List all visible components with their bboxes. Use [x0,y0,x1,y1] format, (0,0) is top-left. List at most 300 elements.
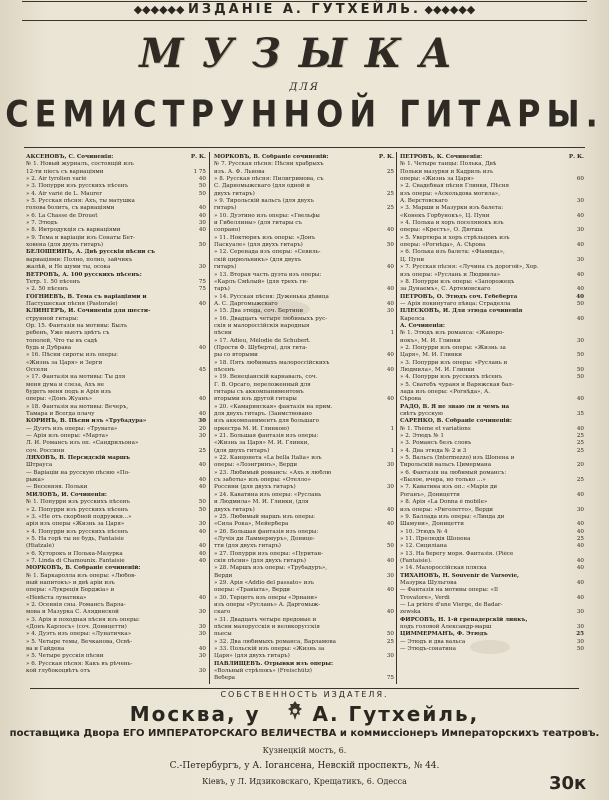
entry-text: » 2. Попурри изъ оперы: «Жизнь за [400,344,506,351]
entry-price [370,551,394,558]
catalog-line [26,345,206,352]
entry-text: ПАВЛИЩЕВЪ. Отрывки изъ оперы: [214,660,334,667]
entry-price [182,316,206,323]
catalog-line [214,470,394,477]
publisher-name: ИЗДАНІЕ А. ГУТХЕЙЛЬ. [187,2,421,17]
city-left: Москва, у [129,702,261,726]
catalog-line [26,235,206,242]
entry-price [182,382,206,389]
catalog-line [214,426,394,433]
entry-text: Пастушеская пѣсня (Pastorale) [26,300,118,307]
catalog-line [400,587,584,594]
entry-text: » 13. Вторая часть дуэта изъ оперы: [214,271,322,278]
catalog-line [400,286,584,293]
entry-text: свѣтъ русскую [400,411,443,418]
entry-text: арія изъ оперы «Жизнь за Царя» [26,521,125,528]
footer-rule [30,688,579,689]
entry-price [370,536,394,543]
entry-text: ховена (для двухъ гитаръ) [26,242,104,249]
catalog-line [26,411,206,418]
entry-price: 50 [576,300,584,307]
catalog-line [214,198,394,205]
entry-price: 25 [386,190,394,197]
title-main: МУЗЫКА [139,30,470,77]
entry-price: 75 [198,286,206,293]
catalog-line [26,448,206,455]
catalog-line [400,529,584,536]
entry-text: оперы: «Лоэнгринъ», Верди [214,462,298,469]
catalog-line [400,477,584,484]
entry-price: 50 [386,631,394,638]
entry-price [370,294,394,301]
entry-price [182,294,206,301]
catalog-line [400,301,584,308]
entry-text: » 4. Дуэтъ изъ оперы: «Лунатичка» [26,631,132,638]
catalog-line [214,529,394,536]
entry-text: рыка» [26,477,45,484]
catalog-line [400,484,584,491]
entry-price: 30 [198,264,206,271]
catalog-line [400,161,584,168]
catalog-line [214,330,394,337]
entry-text: » 8. Интродукція съ вариаціями [26,227,121,234]
entry-text: Л. И. Романсъ изъ оп. «Сандрильона» [26,440,139,447]
entry-price [370,565,394,572]
composer-entry [400,418,584,425]
entry-text: скія пѣсни» (для двухъ гитаръ) [214,557,306,564]
entry-price: 25 [576,631,584,638]
entry-text: » 5. Вальсъ (Intermezzo) изъ Шопена и [400,455,515,462]
catalog-line [214,595,394,602]
entry-price: Р. К. [568,154,584,160]
entry-price: 45 [198,366,206,373]
entry-price [370,580,394,587]
entry-price: 40 [386,352,394,359]
entry-price: 40 [576,425,584,432]
entry-text: гитары съ аккомпаниментомъ [214,389,304,395]
catalog-line [400,448,584,455]
catalog-line [214,418,394,425]
catalog-line [214,213,394,220]
entry-price [182,470,206,477]
catalog-line [26,316,206,323]
catalog-line [214,440,394,447]
entry-price [370,661,394,668]
entry-text: » 2. Этюдъ № 1 [400,433,444,440]
entry-price [182,404,206,411]
entry-text: МОРКОВЪ, В. Собраніе сочиненій: [214,154,329,160]
city-right: А. Гутхейль, [312,702,480,726]
entry-text: (Fantaisie). [400,557,432,564]
entry-price: 40 [576,579,584,586]
catalog-line [26,220,206,227]
entry-text: А. Сочиненія: [400,322,445,329]
entry-price [370,272,394,279]
entry-price [182,639,206,646]
catalog-line [214,631,394,638]
composer-entry [26,308,206,315]
composer-entry [214,154,394,161]
entry-text: скія и малороссійскія народныя [214,322,310,329]
entry-text: № 1. Thème et variations [400,425,471,432]
catalog-line [214,308,394,315]
supplier-line: поставщика Двора ЕГО ИМПЕРАТОРСКАГО ВЕЛИЧЕСТВА и коммиссіонеръ Императорскихъ театровъ. [9,728,600,739]
entry-text: » 10. Этюдъ № 4 [400,528,448,535]
entry-price [560,602,584,609]
catalog-line [26,477,206,484]
entry-text: «Карлъ Смѣлый» (для трехъ ги- [214,278,309,285]
catalog-line [400,646,584,653]
entry-price: 40 [576,293,584,300]
entry-price [182,573,206,580]
entry-text: » 30. Терцетъ изъ оперы «Эрнани» [214,594,318,601]
catalog-line [400,330,584,337]
entry-price [370,382,394,389]
entry-text: 12-ти піесъ съ вариаціями [26,168,104,175]
catalog-line [400,565,584,572]
entry-price [182,257,206,264]
catalog-line [26,323,206,330]
entry-text: Шамуни», Доницетти [400,521,464,528]
entry-price: 50 [576,352,584,359]
entry-text: пѣсни малорусскія и великорусскія [214,624,320,630]
entry-price [182,661,206,668]
entry-price [370,316,394,323]
entry-price: 30 [198,609,206,616]
entry-price: 25 [198,447,206,454]
catalog-line [26,653,206,660]
entry-text: таръ) [214,286,230,293]
entry-price: 30 [386,484,394,491]
entry-price: 30 [386,308,394,315]
entry-text: Г. В. Орсаго, переложенный для [214,381,311,388]
catalog-line [26,646,206,653]
entry-text: съ заботы» изъ оперы: «Отелло» [214,477,311,484]
entry-price [560,382,584,389]
entry-text: двухъ гитаръ) [214,506,255,513]
catalog-line [400,191,584,198]
entry-text: » 14. Русская пѣсня: Дуженька дѣвица [214,293,329,300]
entry-text: струнной гитары: [26,315,79,322]
catalog-line [214,462,394,469]
catalog-line [214,587,394,594]
entry-price [560,484,584,491]
entry-text: Паскуале» (для двухъ гитаръ) [214,242,303,249]
catalog-line [400,374,584,381]
entry-text: меня дума и слеза, Ахъ не [26,381,105,388]
catalog-line [214,249,394,256]
entry-text: » 3. Арія и походная пѣсня изъ оперы: [26,616,140,623]
catalog-line [400,514,584,521]
composer-entry [400,294,584,301]
entry-price [370,360,394,367]
catalog-line [26,602,206,609]
entry-text: » 3. Романсъ безъ словъ [400,440,472,447]
entry-text: » 14. Малороссійская пляска [400,565,487,572]
entry-price [560,404,584,411]
entry-price [370,602,394,609]
composer-entry [400,617,584,624]
catalog-line [214,345,394,352]
catalog-line [26,440,206,447]
entry-price: 40 [386,227,394,234]
entry-price [370,345,394,352]
entry-price: 40 [198,484,206,491]
entry-price [182,352,206,359]
entry-price: 50 [576,646,584,653]
entry-price: 40 [576,396,584,403]
publisher-line [0,2,609,17]
catalog-line [400,367,584,374]
composer-entry [26,565,206,572]
entry-text: Ор. 15. Фантазія на мотивы: Былъ [26,322,128,329]
entry-price: 50 [386,242,394,249]
entry-price [370,279,394,286]
entry-text: мова и Мазурка С. Алядинской [26,609,119,616]
entry-price [560,345,584,352]
catalog-line [400,499,584,506]
entry-price: 40 [198,411,206,418]
entry-price [182,580,206,587]
entry-price: 50 [576,374,584,381]
entry-price [370,595,394,602]
catalog-line [26,338,206,345]
catalog-line [214,499,394,506]
entry-price: 75 [386,675,394,682]
entry-text: двухъ гитаръ) [214,190,255,197]
catalog-line [400,360,584,367]
entry-price: 40 [576,271,584,278]
entry-price [370,529,394,536]
entry-price: 30 [576,337,584,344]
entry-text: А. С. Даргомыжскаго [214,300,278,307]
catalog-line [214,580,394,587]
catalog-line [26,484,206,491]
entry-price: 40 [386,521,394,528]
entry-text: АКСЕНОВЪ, С. Сочиненія: [26,154,114,160]
catalog-line [214,565,394,572]
catalog-line [214,374,394,381]
entry-text: » 9. Тема и варіаціи изъ Сонаты Бет- [26,234,135,241]
entry-text: ЛЯХОВЪ, В. Персидскій маршъ [26,455,131,462]
entry-price: 50 [198,506,206,513]
entry-price [370,213,394,220]
entry-text: » 28. Маршъ изъ оперы: «Трубадуръ», [214,565,328,572]
entry-text: — Этюдъ и два вальса [400,638,466,645]
entry-price: 50 [198,190,206,197]
entry-price: 40 [386,557,394,564]
entry-price [370,617,394,624]
composer-entry [26,272,206,279]
catalog-line [400,609,584,616]
entry-price: 30 [198,433,206,440]
catalog-line [214,205,394,212]
entry-text: » 6. Хуторокъ и Полька-Мазурка [26,550,123,557]
entry-price: 1 75 [193,168,206,175]
entry-text: » 6. Полька изъ балета: «Фіамида», [400,249,505,256]
catalog-line [214,191,394,198]
entry-text: нокъ», М. И. Глинки [400,337,461,344]
catalog-line [26,529,206,536]
entry-text: Сѣрова [400,396,422,403]
entry-price: 25 [576,440,584,447]
entry-price: 30 [576,624,584,630]
catalog-line [400,169,584,176]
catalog-line [26,470,206,477]
entry-text: вариаціями: Полно, полно, зайчикъ [26,256,133,263]
entry-price: 50 [386,543,394,550]
composer-entry [26,154,206,161]
catalog-line [26,367,206,374]
catalog-line [400,389,584,396]
entry-text: оперы: «Лукреція Борджіа» и [26,587,115,594]
entry-text: МИЛОВЪ, И. Сочиненія: [26,491,107,498]
catalog-line [26,382,206,389]
entry-text: » 7. Каватина изъ оп.: «Марія ди [400,484,498,491]
entry-price: 40 [576,565,584,572]
catalog-line [26,514,206,521]
entry-text: для двухъ гитаръ. (Заимствовано [214,411,312,418]
entry-price: 25 [576,447,584,454]
entry-text: » 3. Марши и Мазурки изъ балета: [400,205,504,212]
catalog-line [26,396,206,403]
entry-text: » 18. Пять любимыхъ малороссійскихъ [214,359,330,366]
entry-price [560,514,584,521]
catalog-line [214,360,394,367]
entry-price: 30 [198,624,206,630]
catalog-column-2 [214,154,394,684]
entry-text: » 8. Арія «La Donna è mobile» [400,499,488,506]
catalog-line [26,374,206,381]
entry-text: № 1. Новый журналъ, состоящій изъ [26,161,134,168]
address-petersburg: С.-Петербургъ, у А. Іогансена, Невскій проспектъ, № 44. [169,761,440,771]
entry-text: изъ оперы: «Руслань и Людмила» [400,271,501,278]
entry-price [370,418,394,425]
catalog-line [400,470,584,477]
entry-price: 50 [198,183,206,190]
entry-text: » 6. Русская пѣсня: Какъ въ рѣчень- [26,660,133,667]
entry-price [560,220,584,227]
entry-text: » 23. Любимый романсъ: «Ахъ я люблю [214,469,332,476]
entry-price: 40 [198,344,206,351]
catalog-line [214,543,394,550]
entry-price [182,198,206,205]
entry-text: БЕЛОШЕИНЪ, А. Двѣ русскія пѣсни съ [26,249,156,256]
entry-text: » 4. Два этюда № 2 и 3 [400,447,467,454]
entry-text: Карелса [400,315,425,322]
entry-price [560,323,584,330]
catalog-line [26,617,206,624]
entry-price: 40 [576,528,584,535]
catalog-line [26,499,206,506]
entry-price [370,624,394,631]
catalog-column-1 [26,154,206,684]
entry-text: оперы: «Травіата», Верди [214,587,291,594]
entry-price [560,587,584,594]
catalog-line [26,521,206,528]
catalog-line [400,198,584,205]
entry-price [182,492,206,499]
entry-text: Людмила», М. И. Глинки [400,366,475,373]
catalog-line [400,338,584,345]
entry-text: » 3. Попурри изъ русскихъ пѣсенъ [26,183,129,190]
entry-price [182,389,206,396]
entry-price [560,249,584,256]
entry-price: 40 [198,543,206,550]
entry-price: 40 [198,646,206,653]
entry-text: Тетр. 1. 50 пѣсенъ [26,278,81,285]
catalog-line [400,492,584,499]
address-kiev: Кіевъ, у Л. Идзиковскаго, Крещатикъ, 6. Одесса [202,777,407,786]
catalog-line [26,551,206,558]
entry-price: 40 [386,506,394,513]
entry-price: 40 [198,550,206,557]
entry-text: » 4. Air varié de L. Maurer [26,190,102,197]
entry-price: 30 [198,668,206,675]
entry-text: » 9. Баллада изъ оперы: «Линда ди [400,513,505,520]
composer-entry [214,661,394,668]
entry-text: изъ. А. Ф. Львова [214,168,265,175]
entry-text: ребенъ, Уже вьютъ цвѣтъ съ [26,330,110,337]
catalog-line [26,661,206,668]
catalog-line [400,242,584,249]
catalog-line [214,558,394,565]
entry-price [370,477,394,484]
entry-text: Тамара и Всегда плачу [26,411,95,418]
catalog-line [400,433,584,440]
entry-price: 30 [386,572,394,579]
entry-text: пьесы [214,631,232,638]
entry-price [370,183,394,190]
catalog-line [26,580,206,587]
entry-price: 30 [198,418,206,425]
entry-price [370,161,394,168]
catalog-line [214,484,394,491]
entry-price: 25 [386,638,394,645]
entry-text: № 1. Попурри изъ русскихъ пѣсенъ [26,499,130,506]
entry-text: будетъ меня подъ и Арія изъ [26,389,112,395]
catalog-line [26,213,206,220]
entry-text: «Вольный стрѣлокъ» (Freischütz) [214,668,312,675]
entry-text: » 31. Двадцать четыре предовые и [214,616,317,623]
entry-text: » 18. Фантазія на мотивы: Вечеръ, [26,403,129,410]
catalog-line [26,639,206,646]
entry-price: 1 [390,425,394,432]
entry-price [182,587,206,594]
entry-price: 40 [386,286,394,293]
ornament-right-icon: ◆◆◆◆◆◆ [421,3,476,16]
entry-text: » 20. «Камаринская» фантазія на прим. [214,403,333,410]
entry-price: 40 [198,212,206,219]
entry-price: 1 [390,330,394,337]
catalog-line [400,455,584,462]
entry-text: » 3. «Не отъ скорбной подружки...» [26,513,132,520]
entry-price: 40 [198,557,206,564]
entry-price [182,338,206,345]
catalog-line [26,242,206,249]
entry-price: 40 [386,366,394,373]
entry-price: 20 [198,425,206,432]
catalog-line [400,551,584,558]
entry-text: С. Дарномыжскаго (для одной и [214,183,311,190]
entry-price: 40 [198,477,206,484]
catalog-line [400,521,584,528]
entry-text: » 24. Каватина изъ оперы: «Руслань [214,491,322,498]
entry-text: » 5. Русская пѣсня: Ахъ, ты матушка [26,198,135,205]
entry-text: Роганъ», Доницетти [400,491,460,498]
entry-text: Тирольскій вальсъ Цимермана [400,462,492,469]
catalog-line [400,536,584,543]
